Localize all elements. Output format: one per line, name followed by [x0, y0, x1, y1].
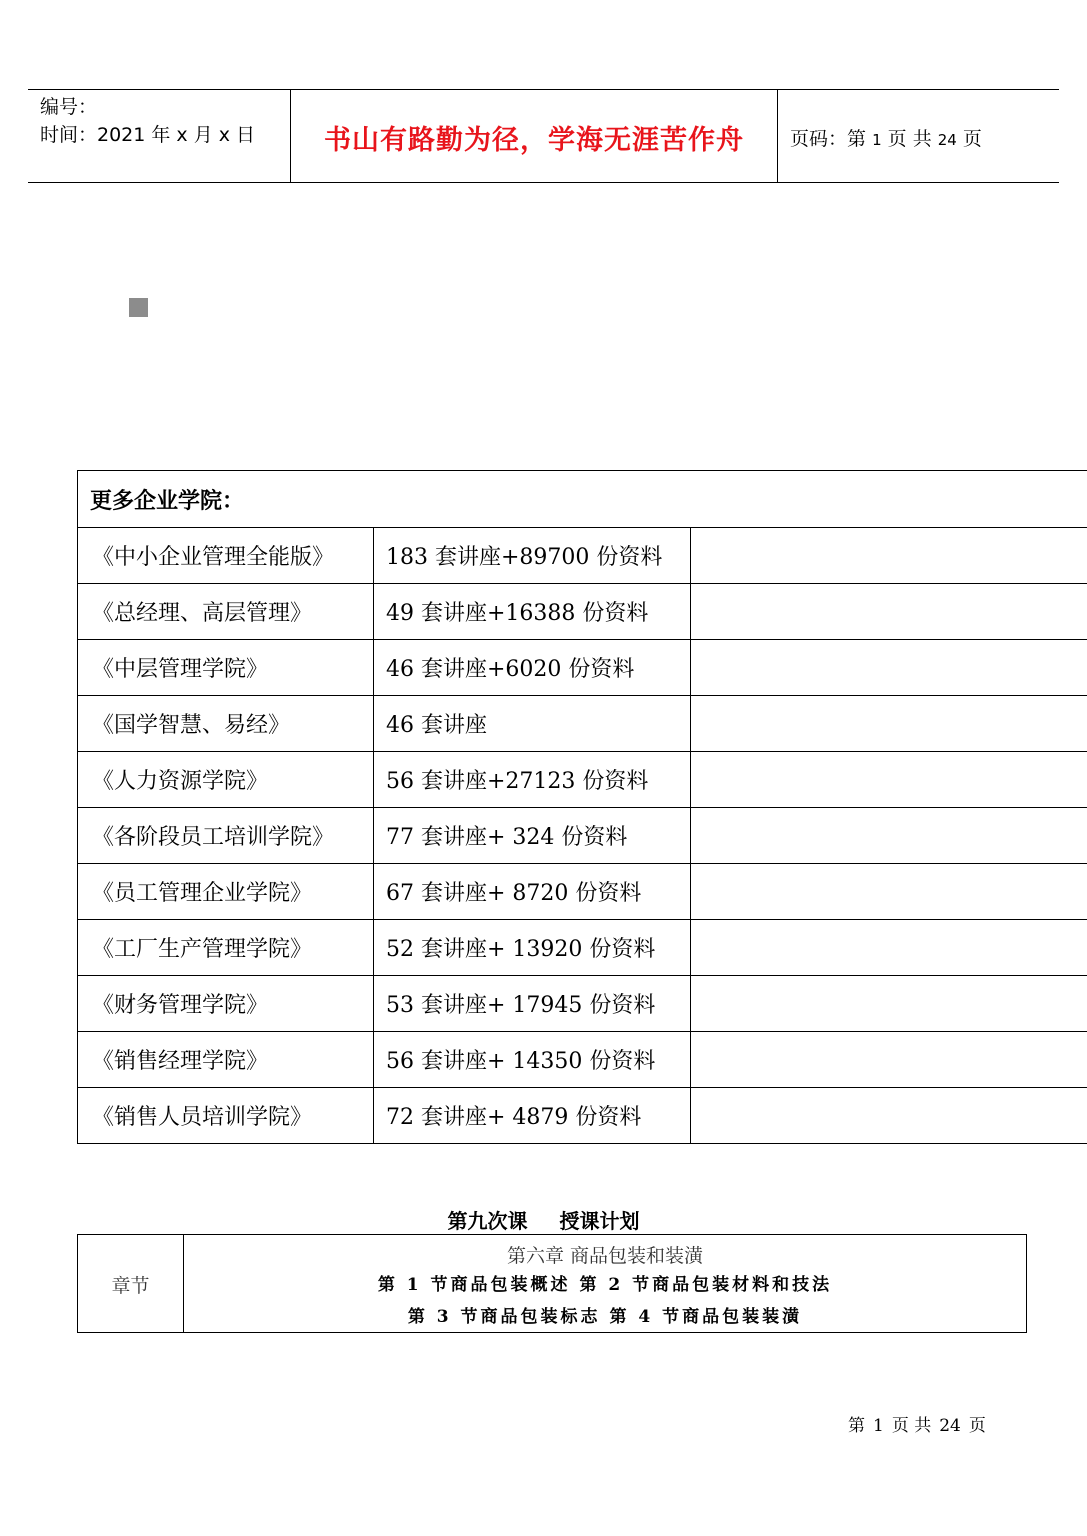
academy-detail: 56 套讲座+ 14350 份资料	[374, 1032, 691, 1088]
lesson-title-plan: 授课计划	[559, 1209, 640, 1233]
empty-cell	[691, 584, 1087, 640]
academy-detail: 77 套讲座+ 324 份资料	[374, 808, 691, 864]
academy-title-row	[78, 471, 1087, 528]
table-row	[78, 584, 1087, 640]
number-label: 编号：	[40, 96, 98, 118]
academy-name: 《财务管理学院》	[78, 976, 374, 1032]
empty-cell	[691, 1032, 1087, 1088]
page-current: 1	[872, 131, 882, 149]
academy-name: 《各阶段员工培训学院》	[78, 808, 374, 864]
table-row	[78, 1032, 1087, 1088]
table-row	[78, 920, 1087, 976]
academy-name: 《中小企业管理全能版》	[78, 528, 374, 584]
empty-cell	[691, 752, 1087, 808]
academy-name: 《人力资源学院》	[78, 752, 374, 808]
academy-detail: 67 套讲座+ 8720 份资料	[374, 864, 691, 920]
page-prefix: 页码：第	[790, 128, 867, 150]
lesson-plan-table	[77, 1234, 1027, 1333]
page-total: 24	[937, 131, 957, 149]
academy-detail: 56 套讲座+27123 份资料	[374, 752, 691, 808]
header-page-info	[790, 124, 982, 151]
chapter-line: 第六章 商品包装和装潢	[506, 1245, 704, 1267]
header-motto: 书山有路勤为径，学海无涯苦作舟	[324, 125, 744, 156]
table-row	[78, 752, 1087, 808]
academy-detail: 46 套讲座	[374, 696, 691, 752]
time-label: 时间：2021 年 x 月 x 日	[40, 124, 256, 146]
table-row	[78, 976, 1087, 1032]
academy-title: 更多企业学院：	[78, 471, 1087, 528]
academy-detail: 52 套讲座+ 13920 份资料	[374, 920, 691, 976]
academy-name: 《中层管理学院》	[78, 640, 374, 696]
header-divider	[777, 89, 778, 183]
academy-detail: 72 套讲座+ 4879 份资料	[374, 1088, 691, 1144]
table-row	[78, 808, 1087, 864]
footer-suffix: 页	[968, 1416, 986, 1436]
empty-cell	[691, 1088, 1087, 1144]
header-top-rule	[28, 89, 1059, 90]
academy-detail: 46 套讲座+6020 份资料	[374, 640, 691, 696]
sections-line-1: 第 1 节商品包装概述 第 2 节商品包装材料和技法	[377, 1275, 833, 1295]
bullet-square	[129, 298, 148, 317]
academy-detail: 53 套讲座+ 17945 份资料	[374, 976, 691, 1032]
page-mid: 页 共	[887, 128, 932, 150]
table-row	[78, 528, 1087, 584]
academy-detail: 49 套讲座+16388 份资料	[374, 584, 691, 640]
lesson-title	[0, 1205, 1087, 1234]
lesson-title-number: 第九次课	[447, 1209, 528, 1233]
table-row	[78, 640, 1087, 696]
empty-cell	[691, 696, 1087, 752]
academy-name: 《工厂生产管理学院》	[78, 920, 374, 976]
academy-name: 《销售经理学院》	[78, 1032, 374, 1088]
empty-cell	[691, 976, 1087, 1032]
footer-current: 1	[873, 1416, 884, 1436]
table-row	[78, 1088, 1087, 1144]
section-label: 章节	[111, 1275, 150, 1297]
empty-cell	[691, 528, 1087, 584]
academy-name: 《员工管理企业学院》	[78, 864, 374, 920]
table-row	[78, 864, 1087, 920]
academy-table	[77, 470, 1087, 1144]
empty-cell	[691, 920, 1087, 976]
empty-cell	[691, 864, 1087, 920]
footer-mid: 页 共	[891, 1416, 932, 1436]
academy-name: 《总经理、高层管理》	[78, 584, 374, 640]
footer-total: 24	[939, 1416, 961, 1436]
header-meta	[40, 93, 255, 149]
academy-name: 《销售人员培训学院》	[78, 1088, 374, 1144]
footer-prefix: 第	[848, 1416, 865, 1436]
header-bottom-rule	[28, 182, 1059, 183]
page-suffix: 页	[962, 128, 982, 150]
sections-line-2: 第 3 节商品包装标志 第 4 节商品包装装潢	[407, 1307, 803, 1327]
empty-cell	[691, 808, 1087, 864]
table-row	[78, 696, 1087, 752]
empty-cell	[691, 640, 1087, 696]
academy-name: 《国学智慧、易经》	[78, 696, 374, 752]
academy-detail: 183 套讲座+89700 份资料	[374, 528, 691, 584]
page-footer	[848, 1411, 994, 1436]
